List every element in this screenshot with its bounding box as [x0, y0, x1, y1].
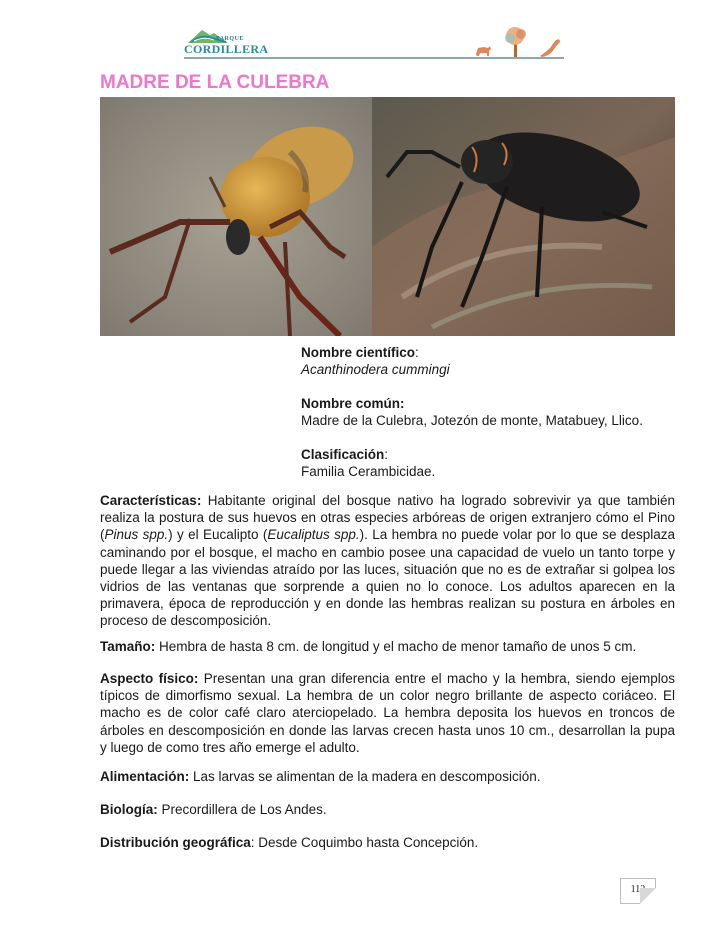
distribution-paragraph: [100, 834, 675, 851]
bird-icon: [540, 39, 560, 57]
page-header: [180, 22, 565, 62]
page-number-box: [620, 878, 656, 904]
size-paragraph: [100, 638, 675, 655]
parque-cordillera-logo: [180, 24, 270, 60]
size-label: Tamaño:: [100, 639, 156, 654]
common-name-label: Nombre común:: [301, 396, 405, 411]
species-info: [301, 344, 643, 497]
wildlife-decoration: [470, 26, 565, 60]
common-name-value: Madre de la Culebra, Jotezón de monte, Matabuey, Llico.: [301, 413, 643, 428]
biology-paragraph: [100, 801, 675, 818]
classification-block: [301, 446, 643, 480]
female-beetle-photo: [372, 97, 675, 336]
physical-aspect-label: Aspecto físico:: [100, 671, 199, 686]
page-number: 112: [630, 884, 646, 895]
characteristics-text-2: ) y el Eucalipto (: [168, 527, 268, 543]
feeding-label: Alimentación:: [100, 769, 190, 784]
characteristics-text-3: ). La hembra no puede volar por lo que se desplaza caminando por el bosque, el macho en cambio posee una capacidad de vuelo un tanto torpe y puede llegar a las viviendas atraído por las luces, situación que no es de extrañar si golpea los vidrios de las ventanas que sorprende a quien no lo conoce. Los adultos aparecen en la primavera, época de reproducción y en donde las hembras realizan su postura en árboles en proceso de descomposición.: [100, 527, 675, 629]
pinus-species: Pinus spp.: [104, 527, 169, 543]
scientific-name-label: Nombre científico: [301, 345, 416, 360]
eucaliptus-species: Eucaliptus spp.: [267, 527, 360, 543]
feeding-text: Las larvas se alimentan de la madera en descomposición.: [189, 769, 541, 784]
male-beetle-photo: [100, 97, 372, 336]
characteristics-label: Características:: [100, 493, 202, 508]
scientific-name-colon: :: [415, 345, 419, 360]
size-text: Hembra de hasta 8 cm. de longitud y el macho de menor tamaño de unos 5 cm.: [155, 639, 637, 654]
scientific-name-value: Acanthinodera cummingi: [301, 362, 450, 377]
classification-label: Clasificación: [301, 447, 385, 462]
biology-text: Precordillera de Los Andes.: [157, 802, 327, 817]
biology-label: Biología:: [100, 802, 158, 817]
physical-aspect-text: Presentan una gran diferencia entre el macho y la hembra, siendo ejemplos típicos de dimorfismo sexual. La hembra de un color negro brillante de aspecto coriáceo. El macho es de color café claro aterciopelado. La hembra deposita los huevos en troncos de árboles en descomposición en donde las larvas crecen hasta unos 10 cm., desarrollan la pupa y luego de como tres año emerge el adulto.: [100, 671, 675, 755]
characteristics-text-1: Habitante original del bosque nativo ha logrado sobrevivir ya que también realiza la postura de sus huevos en otras especies arbóreas de origen extranjero cómo el Pino (: [100, 493, 675, 543]
physical-aspect-paragraph: [100, 670, 675, 756]
page-title: MADRE DE LA CULEBRA: [100, 72, 330, 93]
logo-cordillera-text: CORDILLERA: [184, 42, 269, 56]
logo-parque-text: PARQUE: [216, 36, 244, 42]
common-name-block: [301, 395, 643, 429]
page-curl-icon: [640, 888, 656, 904]
characteristics-paragraph: [100, 492, 675, 630]
distribution-label: Distribución geográfica: [100, 835, 251, 850]
classification-colon: :: [384, 447, 389, 462]
tree-icon: [505, 27, 526, 57]
distribution-text: : Desde Coquimbo hasta Concepción.: [250, 835, 479, 850]
classification-value: Familia Cerambicidae.: [301, 464, 436, 479]
scientific-name-block: [301, 344, 643, 378]
feeding-paragraph: [100, 768, 675, 785]
fox-icon: [476, 46, 491, 56]
